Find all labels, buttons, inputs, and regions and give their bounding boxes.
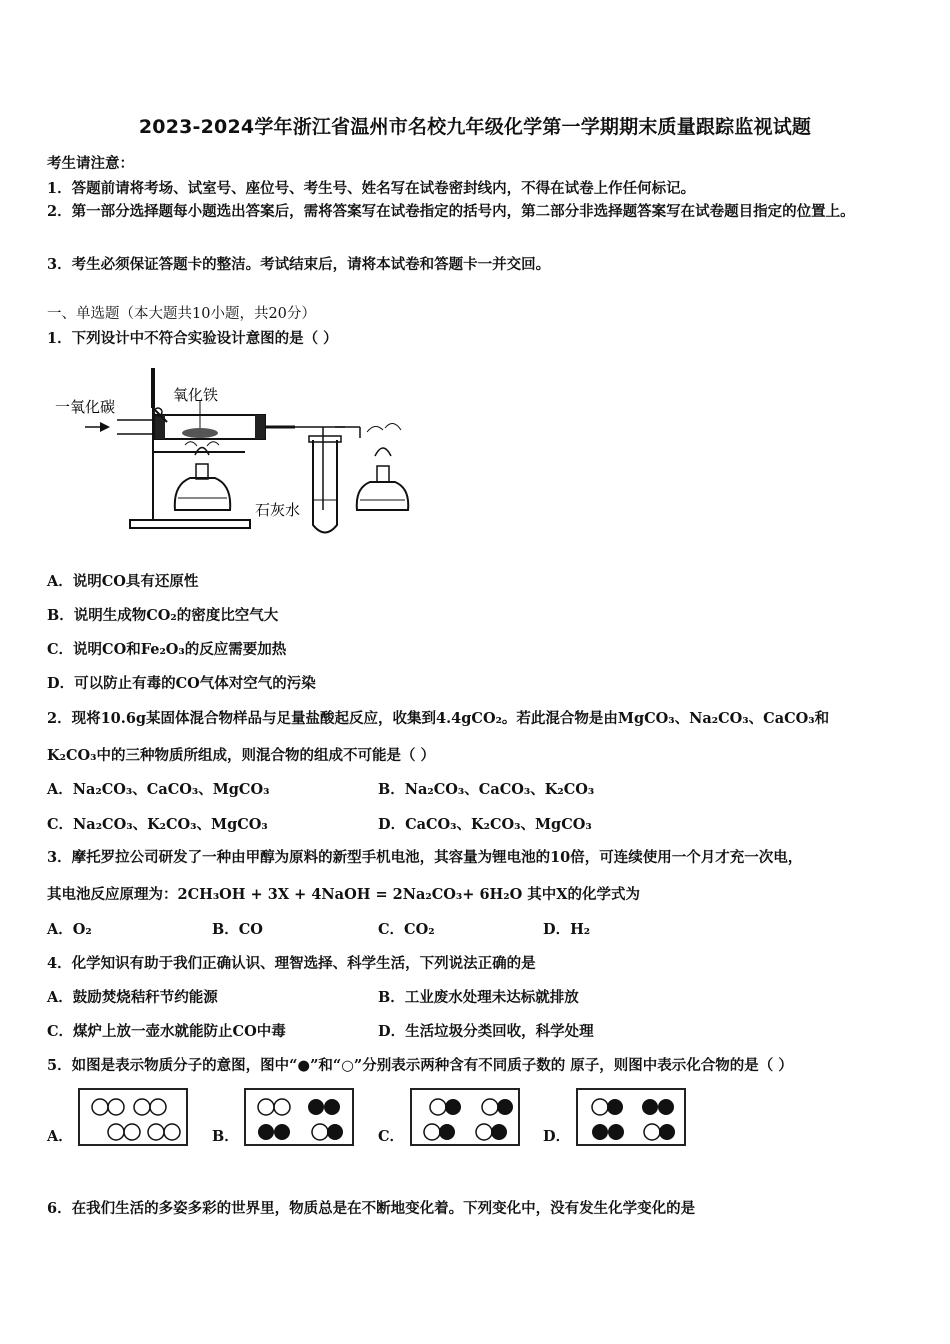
q3-stem-line1: 3．摩托罗拉公司研发了一种由甲醇为原料的新型手机电池，其容量为锂电池的10倍，可连续使用一个月才充一次电，: [47, 849, 803, 866]
figure-label-fe2o3: 氧化铁: [173, 386, 219, 404]
molecule-diagram-b: [244, 1088, 354, 1146]
q4-option-b: B．工业废水处理未达标就排放: [378, 989, 579, 1006]
q3-option-d: D．H₂: [543, 921, 591, 938]
notice-item-1: 1．答题前请将考场、试室号、座位号、考生号、姓名写在试卷密封线内，不得在试卷上作任何标记。: [47, 180, 696, 197]
q4-stem: 4．化学知识有助于我们正确认识、理智选择、科学生活，下列说法正确的是: [47, 955, 536, 972]
co-reduction-apparatus-figure: [55, 360, 425, 545]
q5-label-d: D．: [543, 1128, 571, 1145]
figure-label-limewater: 石灰水: [255, 501, 301, 519]
q1-stem: 1．下列设计中不符合实验设计意图的是（ ）: [47, 330, 338, 347]
q2-stem-line2: K₂CO₃中的三种物质所组成，则混合物的组成不可能是（ ）: [47, 747, 436, 764]
molecule-diagram-c: [410, 1088, 520, 1146]
q3-option-b: B．CO: [212, 921, 263, 938]
q2-option-b: B．Na₂CO₃、CaCO₃、K₂CO₃: [378, 781, 595, 798]
q1-option-b: B．说明生成物CO₂的密度比空气大: [47, 607, 279, 624]
q1-option-c: C．说明CO和Fe₂O₃的反应需要加热: [47, 641, 287, 658]
q1-option-a: A．说明CO具有还原性: [47, 573, 199, 590]
exam-title: 2023-2024学年浙江省温州市名校九年级化学第一学期期末质量跟踪监视试题: [138, 116, 812, 138]
q5-label-a: A．: [47, 1128, 73, 1145]
molecule-diagram-a: [78, 1088, 188, 1146]
q5-label-c: C．: [378, 1128, 405, 1145]
q3-option-a: A．O₂: [47, 921, 92, 938]
q2-option-c: C．Na₂CO₃、K₂CO₃、MgCO₃: [47, 816, 268, 833]
figure-label-co: 一氧化碳: [55, 398, 116, 416]
q5-label-b: B．: [212, 1128, 239, 1145]
q2-stem-line1: 2．现将10.6g某固体混合物样品与足量盐酸起反应，收集到4.4gCO₂。若此混合物是由MgCO₃、Na₂CO₃、CaCO₃和: [47, 710, 830, 727]
q5-stem: 5．如图是表示物质分子的意图，图中“●”和“○”分别表示两种含有不同质子数的 原子，则图中表示化合物的是（ ）: [47, 1057, 793, 1074]
section-heading: 一、单选题（本大题共10小题，共20分）: [47, 306, 316, 322]
q3-stem-line2: 其电池反应原理为：2CH₃OH + 3X + 4NaOH = 2Na₂CO₃+ 6H₂O 其中X的化学式为: [47, 886, 641, 903]
q6-stem: 6．在我们生活的多姿多彩的世界里，物质总是在不断地变化着。下列变化中，没有发生化学变化的是: [47, 1200, 696, 1217]
notice-heading: 考生请注意：: [47, 155, 134, 172]
q4-option-a: A．鼓励焚烧秸秆节约能源: [47, 989, 218, 1006]
q1-option-d: D．可以防止有毒的CO气体对空气的污染: [47, 675, 316, 692]
notice-item-3: 3．考生必须保证答题卡的整洁。考试结束后，请将本试卷和答题卡一并交回。: [47, 256, 551, 273]
q2-option-a: A．Na₂CO₃、CaCO₃、MgCO₃: [47, 781, 270, 798]
q3-option-c: C．CO₂: [378, 921, 435, 938]
notice-item-2: 2．第一部分选择题每小题选出答案后，需将答案写在试卷指定的括号内，第二部分非选择题答案写在试卷题目指定的位置上。: [47, 203, 855, 220]
q2-option-d: D．CaCO₃、K₂CO₃、MgCO₃: [378, 816, 592, 833]
q4-option-c: C．煤炉上放一壶水就能防止CO中毒: [47, 1023, 286, 1040]
molecule-diagram-d: [576, 1088, 686, 1146]
q4-option-d: D．生活垃圾分类回收，科学处理: [378, 1023, 594, 1040]
